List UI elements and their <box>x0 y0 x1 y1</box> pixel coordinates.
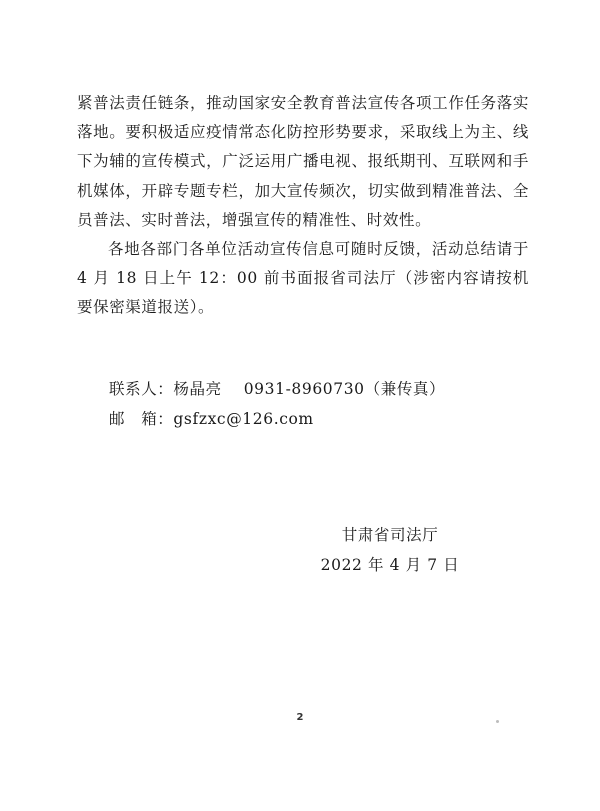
contact-block <box>109 374 445 434</box>
issue-date: 2022 年 4 月 7 日 <box>320 556 460 574</box>
contact-email-row <box>109 404 445 434</box>
scan-speck <box>496 720 499 723</box>
issuing-organization: 甘肃省司法厅 <box>341 526 439 544</box>
email-address: gsfzxc@126.com <box>173 410 314 428</box>
contact-person-row <box>109 374 445 404</box>
email-label: 邮 箱： <box>109 410 174 428</box>
contact-name: 杨晶亮 <box>173 380 222 398</box>
signature-block <box>310 520 470 580</box>
paragraph-feedback: 各地各部门各单位活动宣传信息可随时反馈，活动总结请于 4 月 18 日上午 12：00 前书面报省司法厅（涉密内容请按机要保密渠道报送）。 <box>77 240 529 317</box>
contact-label: 联系人： <box>109 380 174 398</box>
page-number: 2 <box>296 712 304 723</box>
body-text <box>77 89 529 323</box>
paragraph-continuation: 紧普法责任链条，推动国家安全教育普法宣传各项工作任务落实落地。要积极适应疫情常态化防控形势要求，采取线上为主、线下为辅的宣传模式，广泛运用广播电视、报纸期刊、互联网和手机媒体，开辟专题专栏，加大宣传频次，切实做到精准普法、全员普法、实时普法，增强宣传的精准性、时效性。 <box>77 94 529 229</box>
contact-phone: 0931-8960730（兼传真） <box>243 380 446 398</box>
